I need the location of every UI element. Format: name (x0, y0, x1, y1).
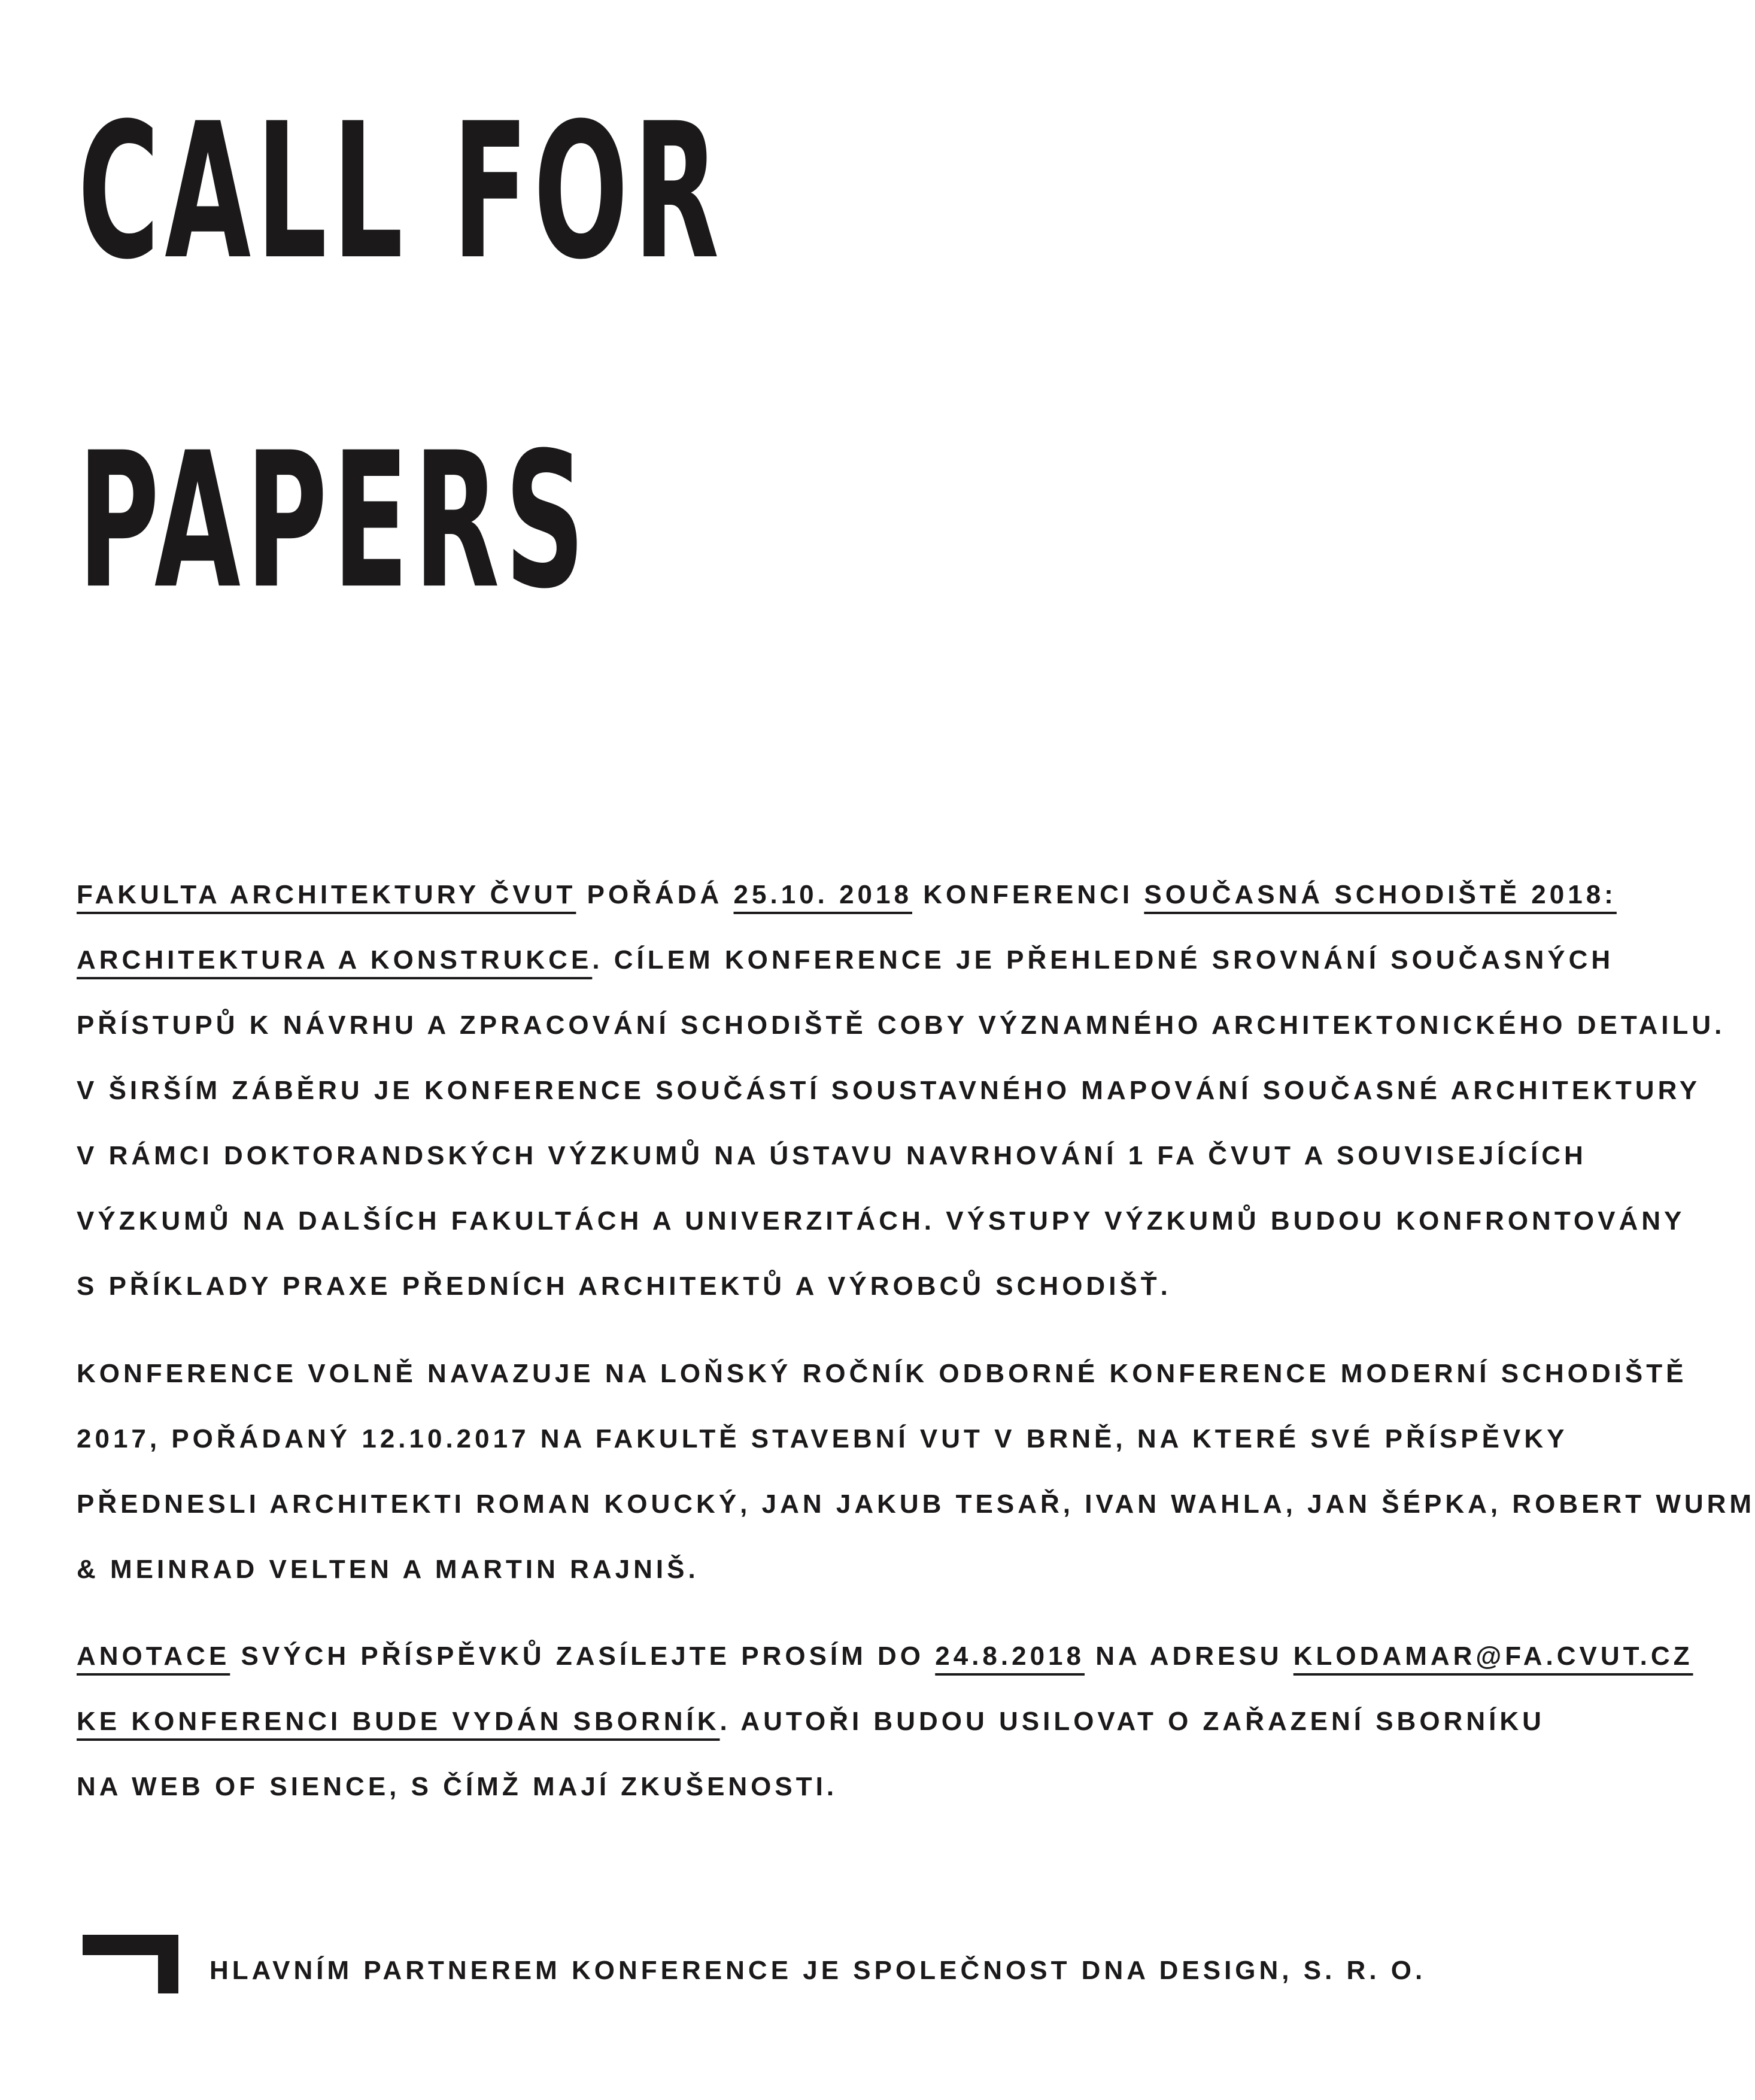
text-segment: KONFERENCI (912, 880, 1144, 909)
text-line: S PŘÍKLADY PRAXE PŘEDNÍCH ARCHITEKTŮ A VÝROBCŮ SCHODIŠŤ. (77, 1271, 1171, 1301)
text-segment: SVÝCH PŘÍSPĚVKŮ ZASÍLEJTE PROSÍM DO (230, 1641, 936, 1671)
partner-text: HLAVNÍM PARTNEREM KONFERENCE JE SPOLEČNOST DNA DESIGN, S. R. O. (209, 1956, 1426, 1985)
text-line: V RÁMCI DOKTORANDSKÝCH VÝZKUMŮ NA ÚSTAVU NAVRHOVÁNÍ 1 FA ČVUT A SOUVISEJÍCÍCH (77, 1141, 1587, 1170)
text-line: PŘÍSTUPŮ K NÁVRHU A ZPRACOVÁNÍ SCHODIŠTĚ COBY VÝZNAMNÉHO ARCHITEKTONICKÉHO DETAILU. (77, 1010, 1726, 1040)
text-line: 2017, POŘÁDANÝ 12.10.2017 NA FAKULTĚ STAVEBNÍ VUT V BRNĚ, NA KTERÉ SVÉ PŘÍSPĚVKY (77, 1424, 1568, 1453)
text-segment: . CÍLEM KONFERENCE JE PŘEHLEDNÉ SROVNÁNÍ SOUČASNÝCH (592, 945, 1614, 975)
conference-date-link[interactable]: 25.10. 2018 (733, 880, 912, 909)
text-line: & MEINRAD VELTEN A MARTIN RAJNIŠ. (77, 1555, 699, 1584)
abstract-link[interactable]: ANOTACE (77, 1641, 230, 1671)
submission-paragraph (77, 1623, 1693, 1819)
text-segment: . AUTOŘI BUDOU USILOVAT O ZAŘAZENÍ SBORNÍKU (719, 1707, 1545, 1736)
email-link[interactable]: KLODAMAR@FA.CVUT.CZ (1293, 1641, 1693, 1671)
text-line (77, 1689, 1545, 1754)
text-line: V ŠIRŠÍM ZÁBĚRU JE KONFERENCE SOUČÁSTÍ SOUSTAVNÉHO MAPOVÁNÍ SOUČASNÉ ARCHITEKTURY (77, 1076, 1701, 1105)
corner-bracket-icon (83, 1935, 178, 1993)
text-line: NA WEB OF SIENCE, S ČÍMŽ MAJÍ ZKUŠENOSTI. (77, 1772, 838, 1801)
text-line (77, 927, 1614, 993)
text-line: KONFERENCE VOLNĚ NAVAZUJE NA LOŇSKÝ ROČNÍK ODBORNÉ KONFERENCE MODERNÍ SCHODIŠTĚ (77, 1359, 1687, 1388)
text-line: PŘEDNESLI ARCHITEKTI ROMAN KOUCKÝ, JAN JAKUB TESAŘ, IVAN WAHLA, JAN ŠÉPKA, ROBERT WURM (77, 1489, 1755, 1519)
history-paragraph (77, 1341, 1755, 1602)
text-segment: POŘÁDÁ (576, 880, 734, 909)
conference-name-link[interactable]: SOUČASNÁ SCHODIŠTĚ 2018: (1144, 880, 1617, 909)
text-line: VÝZKUMŮ NA DALŠÍCH FAKULTÁCH A UNIVERZITÁCH. VÝSTUPY VÝZKUMŮ BUDOU KONFRONTOVÁNY (77, 1206, 1686, 1236)
title-line-1: CALL FOR (78, 83, 725, 301)
text-line (77, 1623, 1693, 1689)
conference-subtitle-link[interactable]: ARCHITEKTURA A KONSTRUKCE (77, 945, 593, 975)
proceedings-link[interactable]: KE KONFERENCI BUDE VYDÁN SBORNÍK (77, 1707, 720, 1736)
intro-paragraph (77, 862, 1726, 1319)
text-line (77, 862, 1617, 927)
faculty-link[interactable]: FAKULTA ARCHITEKTURY ČVUT (77, 880, 576, 909)
text-segment: NA ADRESU (1085, 1641, 1294, 1671)
deadline-link[interactable]: 24.8.2018 (935, 1641, 1085, 1671)
title-line-2: PAPERS (78, 412, 590, 630)
